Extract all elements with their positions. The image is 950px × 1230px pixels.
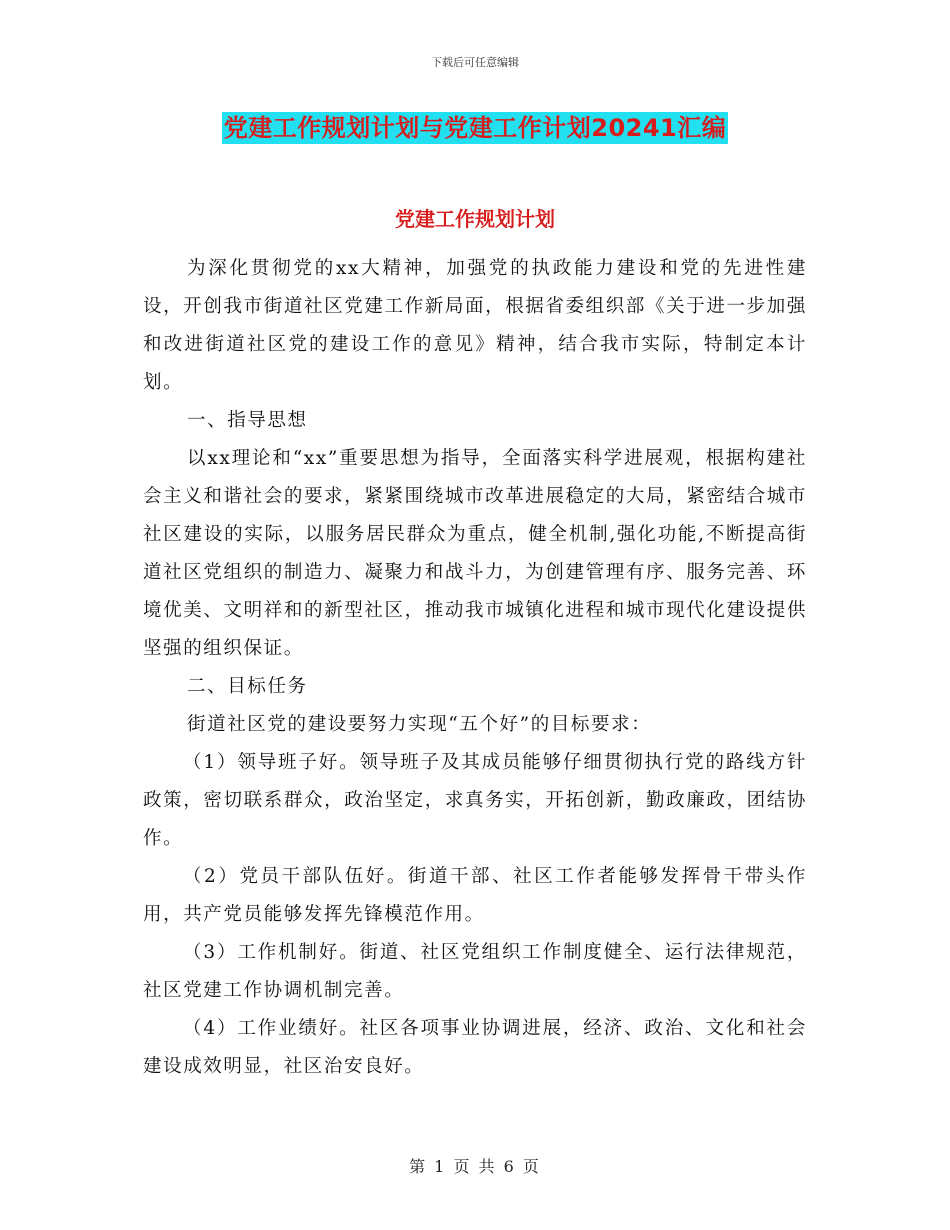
document-body — [143, 250, 807, 1086]
heading-goals-tasks: 二、目标任务 — [187, 676, 308, 697]
header-note: 下载后可任意编辑 — [431, 56, 519, 69]
page-footer: 第 1 页 共 6 页 — [409, 1157, 541, 1176]
main-title-wrap — [0, 112, 950, 144]
guiding-ideology-paragraph: 以xx理论和“xx”重要思想为指导，全面落实科学进展观，根据构建社会主义和谐社会的要求，紧紧围绕城市改革进展稳定的大局，紧密结合城市社区建设的实际，以服务居民群众为重点，健全机制,强化功能,不断提高街道社区党组织的制造力、凝聚力和战斗力，为创建管理有序、服务完善、环境优美、文明祥和的新型社区，推动我市城镇化进程和城市现代化建设提供坚强的组织保证。 — [143, 448, 807, 659]
goal-item-2: （2）党员干部队伍好。街道干部、社区工作者能够发挥骨干带头作用，共产党员能够发挥先锋模范作用。 — [143, 866, 807, 925]
goals-intro-paragraph: 街道社区党的建设要努力实现“五个好”的目标要求： — [187, 714, 652, 735]
intro-paragraph: 为深化贯彻党的xx大精神，加强党的执政能力建设和党的先进性建设，开创我市街道社区党建工作新局面，根据省委组织部《关于进一步加强和改进街道社区党的建设工作的意见》精神，结合我市实际，特制定本计划。 — [143, 258, 807, 393]
goal-item-4: （4）工作业绩好。社区各项事业协调进展，经济、政治、文化和社会建设成效明显，社区治安良好。 — [143, 1018, 807, 1077]
heading-guiding-ideology: 一、指导思想 — [187, 410, 308, 431]
goal-item-3: （3）工作机制好。街道、社区党组织工作制度健全、运行法律规范，社区党建工作协调机制完善。 — [143, 942, 807, 1001]
goal-item-1: （1）领导班子好。领导班子及其成员能够仔细贯彻执行党的路线方针政策，密切联系群众，政治坚定，求真务实，开拓创新，勤政廉政，团结协作。 — [143, 752, 807, 849]
section-title: 党建工作规划计划 — [395, 207, 555, 231]
main-title: 党建工作规划计划与党建工作计划20241汇编 — [223, 114, 727, 142]
